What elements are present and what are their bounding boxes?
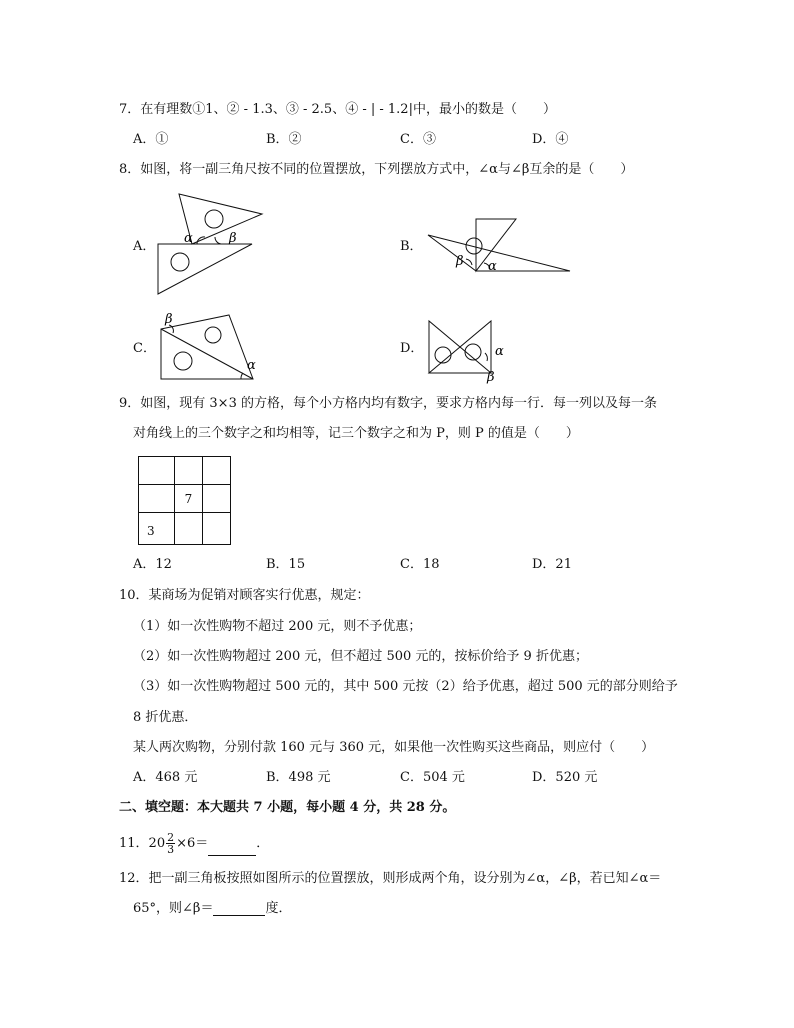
q8-label-a: A． (133, 239, 156, 254)
q7-option-b: B．② (266, 132, 302, 147)
q10-rule2: （2）如一次性购物超过 200 元，但不超过 500 元的，按标价给予 9 折优惠； (133, 649, 588, 664)
q12-line2 (133, 902, 291, 916)
grid-cell (175, 457, 203, 485)
q8-stem: 8．如图，将一副三角尺按不同的位置摆放，下列摆放方式中，∠α与∠β互余的是（ ） (119, 162, 634, 177)
q12-line2-suffix: 度． (265, 901, 292, 916)
q11-fraction (166, 832, 175, 855)
q12-answer-blank[interactable] (213, 902, 265, 916)
beta-label: β (456, 254, 464, 269)
q10-rule3-line2: 8 折优惠． (133, 710, 198, 725)
q10-rule1: （1）如一次性购物不超过 200 元，则不予优惠； (133, 619, 422, 634)
q7-option-a: A．① (133, 132, 169, 147)
q11 (119, 832, 269, 856)
grid-cell (139, 457, 175, 485)
alpha-label: α (247, 358, 256, 373)
q9-stem-line1: 9．如图，现有 3×3 的方格，每个小方格内均有数字，要求方格内每一行．每一列以及每一条 (119, 396, 657, 411)
alpha-label: α (488, 259, 497, 274)
q8-figure-a (154, 190, 266, 300)
q11-answer-blank[interactable] (208, 833, 256, 856)
q8-figure-c (157, 307, 267, 385)
q7-stem: 7．在有理数①1、② - 1.3、③ - 2.5、④ - | - 1.2|中，最小的数是（ ） (119, 102, 556, 117)
q12-line1: 12．把一副三角板按照如图所示的位置摆放，则形成两个角，设分别为∠α，∠β，若已知∠α＝ (119, 871, 662, 886)
q10-option-b: B．498 元 (266, 770, 331, 785)
grid-cell: 3 (139, 513, 175, 545)
q10-ask: 某人两次购物，分别付款 160 元与 360 元，如果他一次性购买这些商品，则应付（ ） (133, 740, 655, 755)
q8-figure-d (425, 317, 525, 385)
beta-label: β (165, 312, 173, 327)
q9-stem-line2: 对角线上的三个数字之和均相等，记三个数字之和为 P，则 P 的值是（ ） (133, 426, 579, 441)
q9-option-a: A．12 (133, 557, 172, 572)
grid-row (139, 513, 231, 545)
grid-cell (203, 457, 231, 485)
q9-option-d: D．21 (532, 557, 572, 572)
beta-label: β (229, 231, 237, 246)
grid-cell: 7 (175, 485, 203, 513)
section-heading: 二、填空题：本大题共 7 小题，每小题 4 分，共 28 分。 (119, 800, 456, 815)
q11-end: ． (256, 836, 270, 851)
grid-row (139, 485, 231, 513)
q10-rule3-line1: （3）如一次性购物超过 500 元的，其中 500 元按（2）给予优惠，超过 500 元的部分则给予 (133, 679, 678, 694)
alpha-label: α (184, 231, 193, 246)
beta-label: β (487, 370, 495, 385)
q10-option-a: A．468 元 (133, 770, 198, 785)
q9-option-b: B．15 (266, 557, 306, 572)
grid-row (139, 457, 231, 485)
q7-option-c: C．③ (400, 132, 436, 147)
q11-whole: 20 (148, 836, 166, 851)
q8-figure-b (424, 215, 574, 275)
q9-option-c: C．18 (400, 557, 440, 572)
grid-cell (203, 513, 231, 545)
q11-denominator: 3 (167, 843, 175, 856)
q11-prefix: 11． (119, 836, 149, 851)
q10-option-d: D．520 元 (532, 770, 598, 785)
q8-label-d: D． (400, 341, 424, 356)
q7-option-d: D．④ (532, 132, 569, 147)
q11-numerator: 2 (167, 831, 175, 844)
q12-line2-prefix: 65°，则∠β＝ (133, 901, 214, 916)
q8-label-c: C． (133, 341, 156, 356)
grid-cell (203, 485, 231, 513)
q11-rest: ×6＝ (176, 836, 209, 851)
q10-stem: 10．某商场为促销对顾客实行优惠，规定： (119, 588, 370, 603)
q10-option-c: C．504 元 (400, 770, 465, 785)
q9-grid (138, 456, 231, 545)
grid-cell (139, 485, 175, 513)
grid-cell (175, 513, 203, 545)
q8-label-b: B． (400, 239, 423, 254)
alpha-label: α (495, 344, 504, 359)
